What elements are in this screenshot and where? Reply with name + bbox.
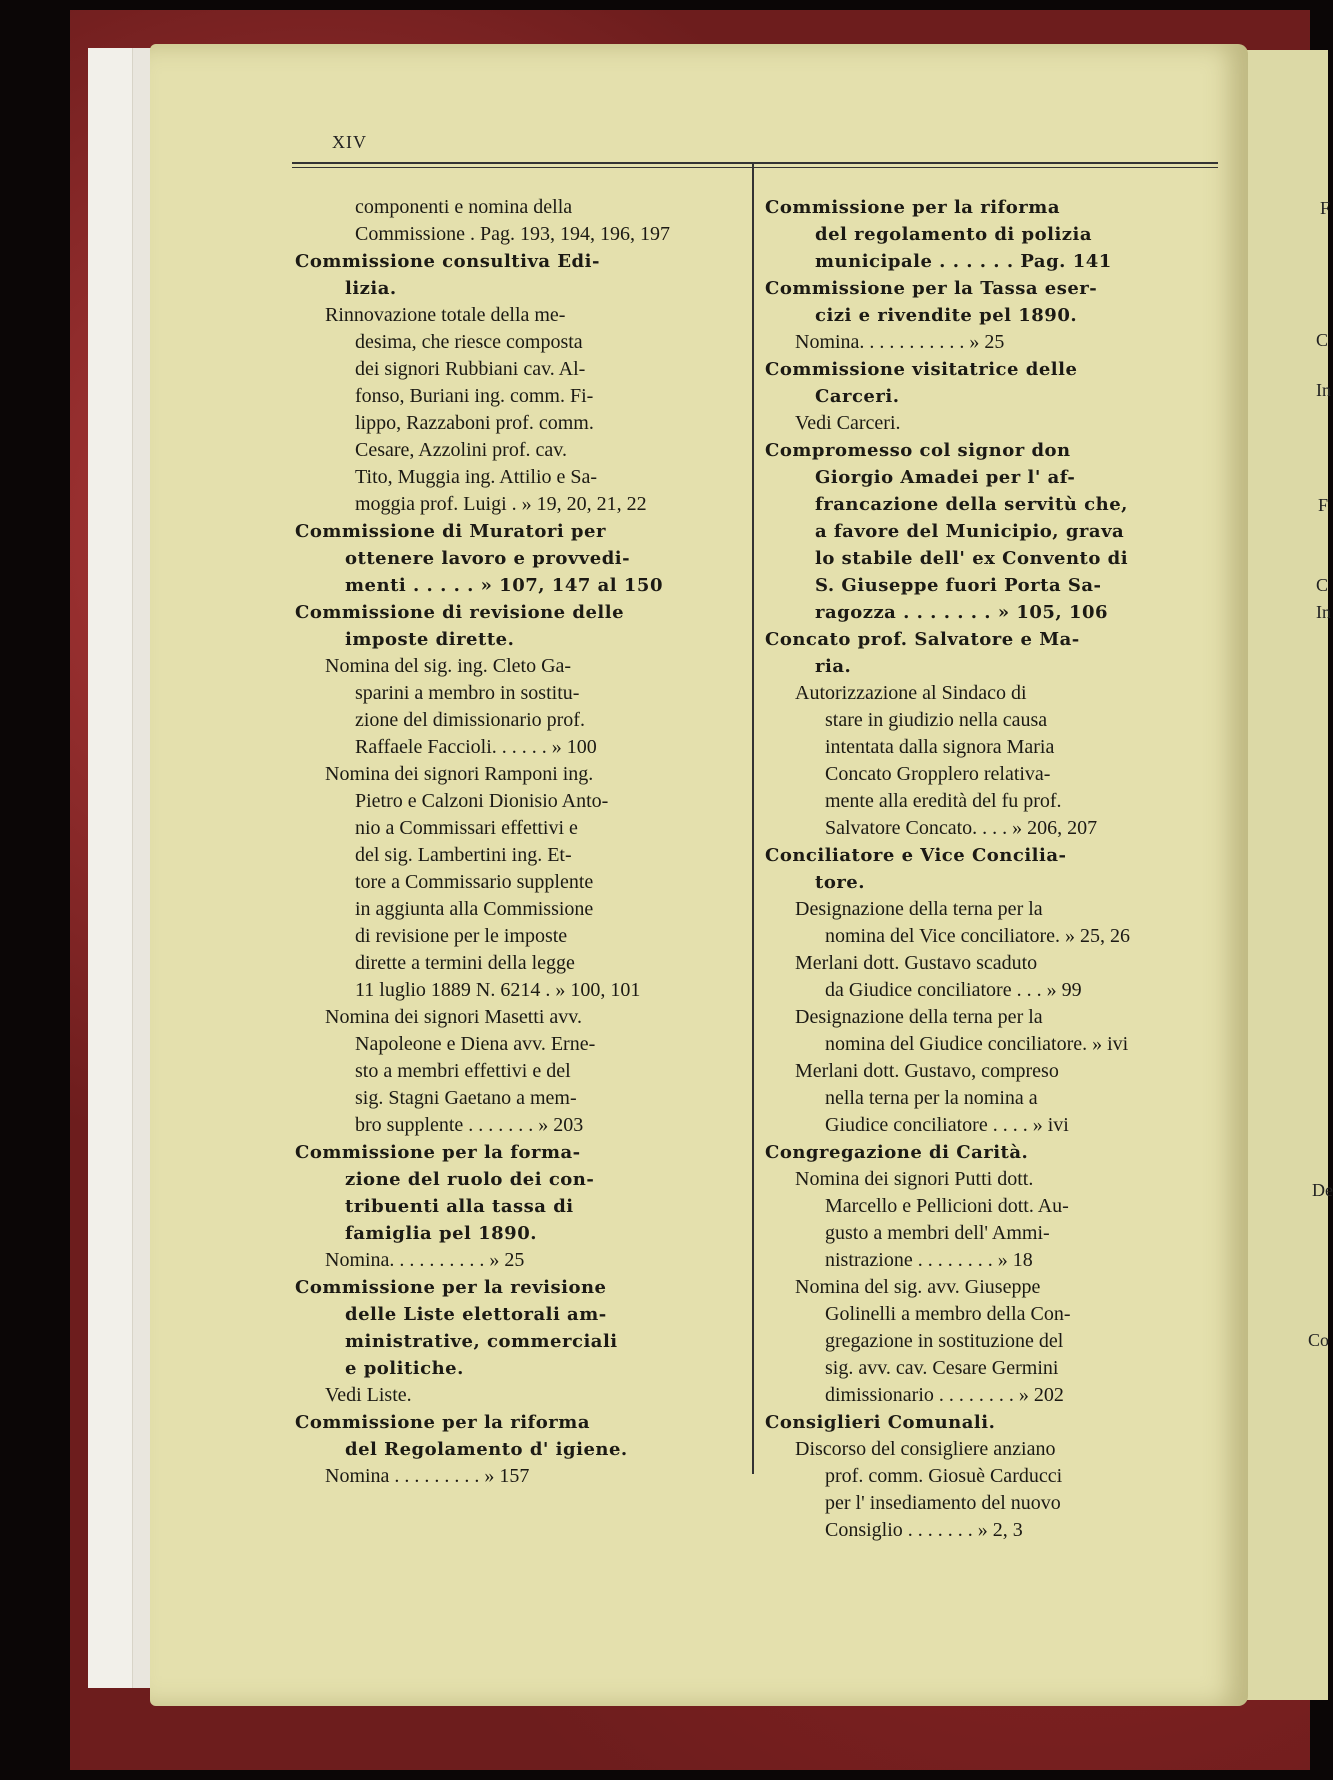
- index-line: zione del dimissionario prof.: [355, 709, 585, 731]
- index-line: sto a membri effettivi e del: [355, 1060, 571, 1082]
- index-line: Merlani dott. Gustavo, compreso: [795, 1060, 1059, 1082]
- index-entry: [765, 1058, 1201, 1139]
- right-column: [765, 194, 1201, 1544]
- index-line: cizi e rivendite pel 1890.: [815, 305, 1078, 326]
- column-divider: [752, 164, 754, 1474]
- index-heading: [295, 248, 737, 302]
- index-entry: [295, 653, 737, 761]
- index-line: sig. Stagni Gaetano a mem-: [355, 1087, 577, 1109]
- index-line: di revisione per le imposte: [355, 925, 568, 947]
- index-line: per l' insediamento del nuovo: [825, 1492, 1061, 1514]
- index-heading: [765, 1139, 1201, 1166]
- index-line: gusto a membri dell' Ammi-: [825, 1222, 1050, 1244]
- index-line: Pietro e Calzoni Dionisio Anto-: [355, 790, 609, 812]
- index-line: sig. avv. cav. Cesare Germini: [825, 1357, 1059, 1379]
- index-line: e politiche.: [345, 1358, 464, 1379]
- index-line: componenti e nomina della: [355, 196, 573, 218]
- index-line: Concato Gropplero relativa-: [825, 763, 1051, 785]
- index-heading: [295, 599, 737, 653]
- index-line: menti . . . . . » 107, 147 al 150: [345, 575, 663, 596]
- index-line: Commissione per la revisione: [295, 1277, 607, 1298]
- index-line: dirette a termini della legge: [355, 952, 575, 974]
- left-column: [295, 194, 737, 1490]
- index-entry: [295, 1463, 737, 1490]
- index-line: famiglia pel 1890.: [345, 1223, 537, 1244]
- index-line: stare in giudizio nella causa: [825, 709, 1048, 731]
- index-line: Tito, Muggia ing. Attilio e Sa-: [355, 466, 598, 488]
- index-line: tribuenti alla tassa di: [345, 1196, 574, 1217]
- index-line: del Regolamento d' igiene.: [345, 1439, 628, 1460]
- index-line: prof. comm. Giosuè Carducci: [825, 1465, 1063, 1487]
- index-entry: [295, 1247, 737, 1274]
- index-line: desima, che riesce composta: [355, 331, 583, 353]
- index-line: Merlani dott. Gustavo scaduto: [795, 952, 1038, 974]
- index-line: del sig. Lambertini ing. Et-: [355, 844, 572, 866]
- index-line: nomina del Giudice conciliatore. » ivi: [825, 1033, 1129, 1055]
- index-line: municipale . . . . . . Pag. 141: [815, 251, 1112, 272]
- index-line: in aggiunta alla Commissione: [355, 898, 594, 920]
- index-heading: [295, 1139, 737, 1247]
- index-line: imposte dirette.: [345, 629, 515, 650]
- index-line: moggia prof. Luigi . » 19, 20, 21, 22: [355, 493, 647, 515]
- edge-fragment: F: [1318, 495, 1329, 515]
- index-line: Commissione di Muratori per: [295, 521, 606, 542]
- index-line: nistrazione . . . . . . . . » 18: [825, 1249, 1033, 1271]
- index-line: Commissione per la riforma: [765, 197, 1060, 218]
- index-line: Commissione consultiva Edi-: [295, 251, 600, 272]
- index-heading: [295, 1409, 737, 1463]
- index-line: Carceri.: [815, 386, 900, 407]
- index-entry: [295, 194, 737, 248]
- index-line: dei signori Rubbiani cav. Al-: [355, 358, 586, 380]
- index-line: Cesare, Azzolini prof. cav.: [355, 439, 567, 461]
- index-entry: [765, 1274, 1201, 1409]
- index-line: francazione della servitù che,: [815, 494, 1128, 515]
- edge-fragment: In: [1316, 602, 1331, 622]
- index-entry: [765, 1004, 1201, 1058]
- index-entry: [765, 896, 1201, 950]
- index-line: Nomina dei signori Masetti avv.: [325, 1006, 582, 1028]
- index-line: fonso, Buriani ing. comm. Fi-: [355, 385, 594, 407]
- index-line: Salvatore Concato. . . . » 206, 207: [825, 817, 1098, 839]
- edge-fragment: C: [1316, 575, 1329, 595]
- index-line: Golinelli a membro della Con-: [825, 1303, 1071, 1325]
- index-line: Congregazione di Carità.: [765, 1142, 1029, 1163]
- index-entry: [295, 1382, 737, 1409]
- index-line: Nomina del sig. avv. Giuseppe: [795, 1276, 1041, 1298]
- index-line: Commissione per la Tassa eser-: [765, 278, 1098, 299]
- index-heading: [765, 275, 1201, 329]
- index-line: S. Giuseppe fuori Porta Sa-: [815, 575, 1102, 596]
- edge-fragment: F: [1320, 198, 1331, 218]
- index-line: Consiglio . . . . . . . » 2, 3: [825, 1519, 1023, 1541]
- index-line: Commissione per la riforma: [295, 1412, 590, 1433]
- index-line: del regolamento di polizia: [815, 224, 1093, 245]
- edge-fragment: C: [1316, 330, 1329, 350]
- index-line: Nomina . . . . . . . . . » 157: [325, 1465, 530, 1487]
- index-line: Conciliatore e Vice Concilia-: [765, 845, 1067, 866]
- index-line: Commissione di revisione delle: [295, 602, 625, 623]
- index-line: ministrative, commerciali: [345, 1331, 618, 1352]
- index-line: Autorizzazione al Sindaco di: [795, 682, 1027, 704]
- index-line: Consiglieri Comunali.: [765, 1412, 996, 1433]
- index-line: ottenere lavoro e provvedi-: [345, 548, 631, 569]
- index-line: Nomina del sig. ing. Cleto Ga-: [325, 655, 572, 677]
- index-heading: [295, 518, 737, 599]
- index-entry: [295, 761, 737, 1004]
- facing-page: [1240, 50, 1333, 1700]
- index-heading: [765, 1409, 1201, 1436]
- index-entry: [765, 680, 1201, 842]
- edge-fragment: De: [1312, 1180, 1333, 1200]
- index-line: 11 luglio 1889 N. 6214 . » 100, 101: [355, 979, 641, 1001]
- index-line: Concato prof. Salvatore e Ma-: [765, 629, 1080, 650]
- index-line: Designazione della terna per la: [795, 898, 1043, 920]
- header-rule-thin: [292, 167, 1218, 168]
- index-entry: [765, 1166, 1201, 1274]
- index-line: a favore del Municipio, grava: [815, 521, 1125, 542]
- index-line: Napoleone e Diena avv. Erne-: [355, 1033, 596, 1055]
- index-line: ria.: [815, 656, 852, 677]
- index-line: Giorgio Amadei per l' af-: [815, 467, 1076, 488]
- index-line: Nomina. . . . . . . . . . » 25: [325, 1249, 525, 1271]
- index-line: Commissione per la forma-: [295, 1142, 581, 1163]
- index-line: lizia.: [345, 278, 397, 299]
- edge-fragment: Co: [1308, 1330, 1330, 1350]
- index-line: Vedi Liste.: [325, 1384, 412, 1406]
- index-line: dimissionario . . . . . . . . » 202: [825, 1384, 1064, 1406]
- index-entry: [765, 410, 1201, 437]
- page-number: XIV: [332, 132, 367, 152]
- index-line: zione del ruolo dei con-: [345, 1169, 595, 1190]
- index-line: nio a Commissari effettivi e: [355, 817, 578, 839]
- index-entry: [295, 1004, 737, 1139]
- edge-fragment: In: [1316, 380, 1331, 400]
- index-line: lo stabile dell' ex Convento di: [815, 548, 1129, 569]
- index-line: lippo, Razzaboni prof. comm.: [355, 412, 594, 434]
- index-line: Marcello e Pellicioni dott. Au-: [825, 1195, 1069, 1217]
- index-line: Nomina dei signori Putti dott.: [795, 1168, 1034, 1190]
- index-line: gregazione in sostituzione del: [825, 1330, 1064, 1352]
- index-heading: [765, 194, 1201, 275]
- index-line: Vedi Carceri.: [795, 412, 901, 434]
- index-heading: [765, 626, 1201, 680]
- index-entry: [765, 329, 1201, 356]
- index-line: Compromesso col signor don: [765, 440, 1071, 461]
- index-line: Designazione della terna per la: [795, 1006, 1043, 1028]
- index-line: Commissione . Pag. 193, 194, 196, 197: [355, 223, 671, 245]
- index-line: intentata dalla signora Maria: [825, 736, 1055, 758]
- header-rule: [292, 162, 1218, 164]
- index-heading: [765, 842, 1201, 896]
- index-line: nomina del Vice conciliatore. » 25, 26: [825, 925, 1131, 947]
- index-line: da Giudice conciliatore . . . » 99: [825, 979, 1082, 1001]
- index-line: delle Liste elettorali am-: [345, 1304, 607, 1325]
- index-line: nella terna per la nomina a: [825, 1087, 1038, 1109]
- index-line: ragozza . . . . . . . » 105, 106: [815, 602, 1109, 623]
- index-line: Nomina dei signori Ramponi ing.: [325, 763, 594, 785]
- index-line: sparini a membro in sostitu-: [355, 682, 580, 704]
- index-line: Discorso del consigliere anziano: [795, 1438, 1056, 1460]
- index-heading: [765, 356, 1201, 410]
- index-line: Rinnovazione totale della me-: [325, 304, 566, 326]
- index-line: Commissione visitatrice delle: [765, 359, 1078, 380]
- index-entry: [765, 1436, 1201, 1544]
- index-heading: [765, 437, 1201, 626]
- index-entry: [295, 302, 737, 518]
- index-line: bro supplente . . . . . . . » 203: [355, 1114, 584, 1136]
- index-heading: [295, 1274, 737, 1382]
- index-line: mente alla eredità del fu prof.: [825, 790, 1062, 812]
- index-entry: [765, 950, 1201, 1004]
- index-line: Raffaele Faccioli. . . . . . » 100: [355, 736, 597, 758]
- index-line: tore a Commissario supplente: [355, 871, 594, 893]
- index-line: Nomina. . . . . . . . . . . » 25: [795, 331, 1005, 353]
- index-line: Giudice conciliatore . . . . » ivi: [825, 1114, 1069, 1136]
- index-line: tore.: [815, 872, 866, 893]
- index-page: [150, 44, 1248, 1706]
